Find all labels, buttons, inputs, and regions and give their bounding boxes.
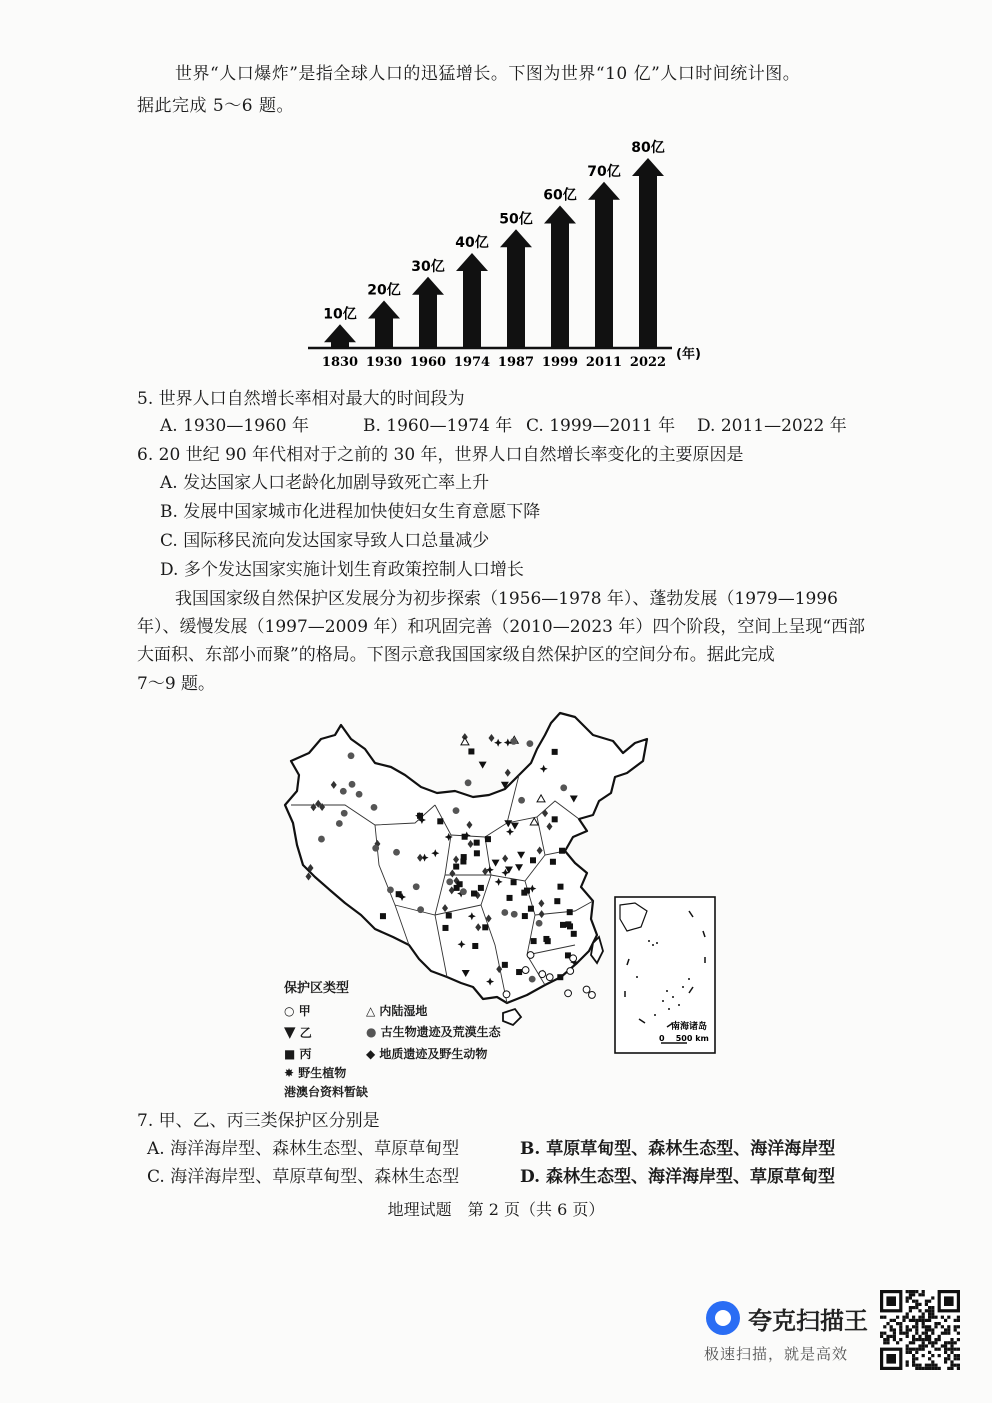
legend-symbol-triangle-down: ▼ — [284, 1023, 296, 1041]
q7-stem: 7. 甲、乙、丙三类保护区分别是 — [137, 1111, 380, 1131]
reserve-marker — [356, 791, 363, 798]
reserve-marker — [349, 781, 356, 788]
reserve-marker — [539, 971, 546, 978]
legend-item-jia: ○ 甲 — [284, 1004, 311, 1018]
value-label-1987: 50亿 — [499, 211, 533, 228]
reserve-marker — [460, 888, 467, 895]
reserve-marker — [530, 857, 536, 863]
reserve-marker — [536, 920, 543, 927]
x-tick-label-1830: 1830 — [321, 355, 359, 370]
reserve-marker — [488, 734, 494, 742]
reserve-marker — [529, 976, 536, 983]
reserve-marker — [550, 859, 556, 865]
q6-option-a[interactable]: A. 发达国家人口老龄化加剧导致死亡率上升 — [160, 473, 490, 493]
q7-option-a[interactable]: A. 海洋海岸型、森林生态型、草原草甸型 — [147, 1139, 460, 1159]
reserve-marker — [482, 924, 488, 930]
reserve-marker — [560, 922, 566, 928]
q6-option-b[interactable]: B. 发展中国家城市化进程加快使妇女生育意愿下降 — [160, 502, 541, 522]
q7-option-b[interactable]: B. 草原草甸型、森林生态型、海洋海岸型 — [520, 1139, 836, 1159]
reserve-marker — [589, 992, 596, 999]
reserve-marker — [471, 891, 477, 897]
population-milestone-chart — [300, 132, 710, 377]
legend-item-geology-wildlife: ◆ 地质遗迹及野生动物 — [366, 1047, 488, 1061]
legend-item-inland-wetland: △ 内陆湿地 — [366, 1004, 428, 1018]
hainan-island — [503, 1009, 521, 1025]
reserve-marker — [318, 836, 325, 843]
reserve-marker — [479, 762, 487, 769]
reserve-marker — [472, 943, 478, 949]
intro2-line-4: 7～9 题。 — [137, 674, 216, 694]
q5-option-c[interactable]: C. 1999—2011 年 — [526, 416, 676, 436]
reserve-marker — [336, 820, 343, 827]
reserve-marker — [567, 968, 574, 975]
value-label-1930: 20亿 — [367, 282, 401, 299]
reserve-marker — [567, 909, 573, 915]
legend-title: 保护区类型 — [284, 981, 350, 996]
bar-arrow-1987 — [500, 229, 532, 348]
reserve-marker — [511, 879, 517, 885]
reserve-marker — [546, 974, 553, 981]
reserve-marker — [372, 845, 379, 852]
reserve-marker — [554, 898, 560, 904]
reserve-marker — [461, 854, 467, 860]
reserve-marker — [453, 864, 459, 870]
legend-symbol-circle-filled: ● — [366, 1025, 377, 1039]
reserve-marker — [518, 797, 525, 804]
value-label-1974: 40亿 — [455, 235, 489, 251]
intro-line-2: 据此完成 5～6 题。 — [137, 96, 294, 116]
reserve-marker — [528, 906, 534, 912]
reserve-marker — [526, 740, 533, 747]
reserve-marker — [341, 810, 348, 817]
page-footer: 地理试题 第 2 页（共 6 页） — [387, 1200, 605, 1219]
q5-option-a[interactable]: A. 1930—1960 年 — [160, 416, 310, 436]
reserve-marker — [527, 952, 534, 959]
reserve-marker — [531, 938, 537, 944]
intro2-line-3: 大面积、东部小而聚”的格局。下图示意我国国家级自然保护区的空间分布。据此完成 — [137, 645, 775, 665]
reserve-marker — [571, 931, 577, 937]
reserve-marker — [583, 986, 590, 993]
reserve-marker — [552, 749, 558, 755]
x-tick-label-1999: 1999 — [541, 355, 579, 370]
reserve-marker — [446, 878, 453, 885]
intro2-line-1: 我国国家级自然保护区发展分为初步探索（1956—1978 年）、蓬勃发展（1979—1996 — [175, 589, 838, 609]
reserve-marker — [543, 936, 549, 942]
inset-label: 南海诸岛 — [671, 1022, 708, 1032]
intro2-line-2: 年）、缓慢发展（1997—2009 年）和巩固完善（2010—2023 年）四个阶段，空间上呈现“西部 — [137, 617, 866, 637]
x-tick-label-2011: 2011 — [585, 355, 623, 370]
reserve-marker — [437, 818, 443, 824]
reserve-marker — [552, 816, 558, 822]
reserve-marker — [413, 883, 420, 890]
reserve-marker — [446, 913, 452, 919]
reserve-marker — [505, 769, 511, 777]
q6-stem: 6. 20 世纪 90 年代相对于之前的 30 年，世界人口自然增长率变化的主要原因是 — [137, 445, 744, 465]
value-label-2022: 80亿 — [631, 140, 665, 156]
legend-symbol-star: ✸ — [284, 1066, 295, 1080]
reserve-marker — [565, 921, 571, 927]
value-label-1960: 30亿 — [411, 258, 445, 275]
value-label-1830: 10亿 — [323, 306, 357, 323]
reserve-marker — [510, 738, 517, 745]
reserve-marker — [393, 849, 400, 856]
q7-option-c[interactable]: C. 海洋海岸型、草原草甸型、森林生态型 — [147, 1167, 460, 1187]
bar-arrow-1830 — [324, 324, 356, 348]
x-unit-label: (年) — [676, 347, 701, 362]
reserve-marker — [502, 962, 508, 968]
reserve-marker — [478, 885, 484, 891]
reserve-marker — [417, 906, 424, 913]
scanner-slogan: 极速扫描，就是高效 — [704, 1345, 849, 1363]
reserve-marker — [560, 784, 567, 791]
reserve-marker — [522, 913, 528, 919]
bar-arrow-1960 — [412, 277, 444, 348]
reserve-marker — [387, 886, 394, 893]
value-label-2011: 70亿 — [587, 163, 621, 180]
x-tick-label-1930: 1930 — [365, 355, 403, 370]
q6-option-c[interactable]: C. 国际移民流向发达国家导致人口总量减少 — [160, 531, 490, 551]
x-tick-label-2022: 2022 — [629, 355, 667, 370]
legend-item-bing: ■ 丙 — [284, 1047, 312, 1061]
reserve-marker — [474, 840, 480, 846]
reserve-marker — [348, 752, 355, 759]
q7-option-d[interactable]: D. 森林生态型、海洋海岸型、草原草甸型 — [520, 1167, 835, 1187]
q6-option-d[interactable]: D. 多个发达国家实施计划生育政策控制人口增长 — [160, 560, 524, 580]
reserve-marker — [442, 925, 448, 931]
legend-item-wild-plants: ✸ 野生植物 — [284, 1066, 347, 1080]
qr-code-icon — [880, 1290, 960, 1370]
bar-arrow-1930 — [368, 301, 400, 349]
scanner-app-name: 夸克扫描王 — [748, 1307, 868, 1335]
map-note: 港澳台资料暂缺 — [284, 1085, 369, 1099]
reserve-marker — [501, 909, 508, 916]
reserve-marker — [511, 911, 518, 918]
legend-symbol-triangle: △ — [366, 1004, 376, 1018]
q5-option-d[interactable]: D. 2011—2022 年 — [697, 416, 847, 436]
scanner-logo-icon — [706, 1301, 740, 1335]
china-nature-reserve-map — [275, 705, 735, 1105]
reserve-marker — [494, 739, 502, 747]
reserve-marker — [453, 807, 460, 814]
reserve-marker — [507, 895, 513, 901]
reserve-marker — [485, 836, 491, 842]
bar-arrow-2011 — [588, 182, 620, 348]
reserve-marker — [557, 884, 563, 890]
reserve-marker — [340, 788, 347, 795]
bar-arrow-1999 — [544, 206, 576, 349]
scale-label: 0 500 km — [659, 1034, 709, 1043]
q5-stem: 5. 世界人口自然增长率相对最大的时间段为 — [137, 389, 465, 409]
x-tick-label-1987: 1987 — [497, 355, 535, 370]
reserve-marker — [565, 990, 572, 997]
reserve-marker — [522, 967, 529, 974]
reserve-marker — [516, 969, 522, 975]
reserve-marker — [465, 779, 472, 786]
reserve-marker — [457, 881, 463, 887]
reserve-marker — [559, 848, 565, 854]
bar-arrow-1974 — [456, 253, 488, 348]
reserve-marker — [474, 850, 480, 856]
reserve-marker — [570, 955, 577, 962]
legend-item-yi: ▼ 乙 — [284, 1023, 312, 1041]
reserve-marker — [504, 739, 512, 747]
reserve-marker — [380, 913, 386, 919]
legend-symbol-circle-open: ○ — [284, 1004, 295, 1018]
reserve-marker — [371, 804, 378, 811]
legend-symbol-diamond: ◆ — [366, 1047, 376, 1061]
intro-line-1: 世界“人口爆炸”是指全球人口的迅猛增长。下图为世界“10 亿”人口时间统计图。 — [175, 64, 801, 84]
x-tick-label-1974: 1974 — [453, 355, 491, 370]
q5-option-b[interactable]: B. 1960—1974 年 — [363, 416, 513, 436]
reserve-marker — [461, 738, 469, 745]
reserve-marker — [557, 974, 563, 980]
bar-arrow-2022 — [632, 158, 664, 348]
legend-item-paleontology-desert: ● 古生物遗迹及荒漠生态 — [366, 1025, 501, 1039]
scanner-watermark — [700, 1293, 880, 1373]
value-label-1999: 60亿 — [543, 187, 577, 204]
reserve-marker — [468, 748, 474, 754]
x-tick-label-1960: 1960 — [409, 355, 447, 370]
legend-symbol-square: ■ — [284, 1047, 296, 1061]
reserve-marker — [503, 991, 510, 998]
